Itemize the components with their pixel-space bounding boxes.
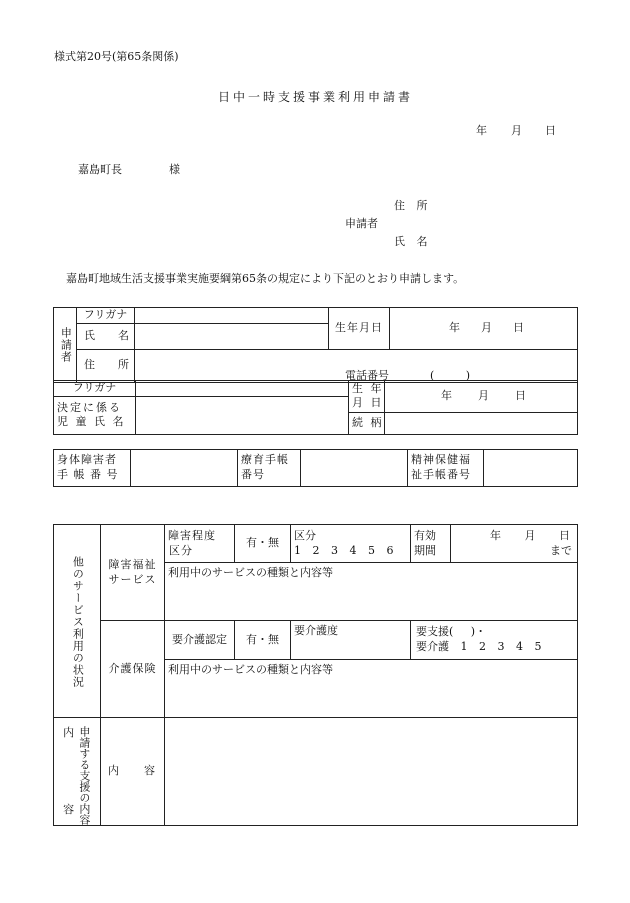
child-furigana-label: フリガナ [54,381,136,397]
disability-degree-has-none[interactable]: 有・無 [235,525,291,563]
care-cert-has-none[interactable]: 有・無 [235,621,291,660]
child-birth-year: 年 [441,389,452,402]
ryoiku-handbook-field[interactable] [301,450,408,487]
child-relation-label: 続 柄 [349,412,385,434]
applicant-birth-month: 月 [481,321,492,334]
applicant-furigana-label: フリガナ [77,308,135,324]
applicant-address-label-cell: 住 所 [77,349,135,382]
date-day: 日 [545,124,556,137]
form-title: 日中一時支援事業利用申請書 [218,90,414,104]
applicant-birth-year: 年 [449,321,460,334]
valid-period-field[interactable]: 年 月 日 まで [451,525,578,563]
care-level-field[interactable]: 要支援( )・ 要介護 1 2 3 4 5 [411,621,578,660]
applicant-birth-day: 日 [513,321,524,334]
phone-paren: ( ) [430,368,471,382]
child-birth-day: 日 [515,389,526,402]
disability-degree-label: 障害程度 区分 [165,525,235,563]
handbook-table [53,449,578,487]
mental-handbook-field[interactable] [484,450,578,487]
addressee-name: 嘉島町長 [78,163,122,176]
applicant-furigana-field[interactable] [135,308,329,324]
child-name-label: 決定に係る 児 童 氏 名 [54,396,136,434]
applicant-label: 申請者 [345,217,378,230]
date-month: 月 [511,124,522,137]
child-birth-field[interactable] [385,381,578,413]
phone-label: 電話番号 [345,368,389,382]
disability-category-field[interactable]: 区分 1 2 3 4 5 6 [291,525,411,563]
statement: 嘉島町地域生活支援事業実施要綱第65条の規定により下記のとおり申請します。 [66,272,465,285]
disability-usage-details[interactable]: 利用中のサービスの種類と内容等 [165,563,578,621]
child-relation-field[interactable] [385,412,578,434]
applicant-section-label: 申請者 [54,308,77,383]
care-insurance-label: 介護保険 [101,621,165,718]
care-usage-details[interactable]: 利用中のサービスの種類と内容等 [165,660,578,718]
child-table [53,380,578,435]
form-number: 様式第20号(第65条関係) [54,50,179,63]
applicant-birth-field[interactable] [390,308,578,350]
physical-handbook-label: 身体障害者 手 帳 番 号 [54,450,131,487]
applicant-address-label: 住 所 [394,199,428,212]
child-birth-month: 月 [478,389,489,402]
requested-content-field[interactable] [165,718,578,826]
applicant-address-field[interactable] [135,349,578,382]
mental-handbook-label: 精神保健福 祉手帳番号 [408,450,484,487]
applicant-birth-label: 生年月日 [329,308,390,350]
care-cert-label: 要介護認定 [165,621,235,660]
services-table [53,524,578,826]
applicant-name-label: 氏 名 [394,235,428,248]
applicant-name-label-cell: 氏 名 [77,323,135,349]
date-year: 年 [476,124,487,137]
child-furigana-field[interactable] [136,381,349,397]
physical-handbook-field[interactable] [131,450,238,487]
valid-period-label: 有効 期間 [411,525,451,563]
applicant-table [53,307,578,383]
ryoiku-handbook-label: 療育手帳 番号 [238,450,301,487]
requested-support-section-label: 内 容 申請する支援の内容 [54,718,101,826]
child-birth-label: 生 年 月 日 [349,381,385,413]
other-services-section-label: 他のサービス利用の状況 [54,525,101,718]
requested-content-label: 内 容 [101,718,165,826]
disability-welfare-label: 障害福祉 サービス [101,525,165,621]
child-name-field[interactable] [136,396,349,434]
care-level-label: 要介護度 [291,621,411,660]
applicant-name-field[interactable] [135,323,329,349]
addressee-honorific: 様 [169,163,180,176]
